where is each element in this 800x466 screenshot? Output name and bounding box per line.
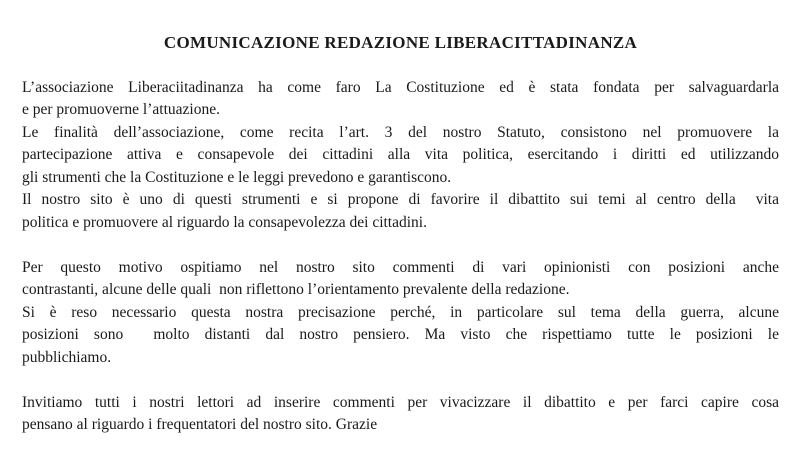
paragraph-site-purpose — [22, 189, 779, 234]
document-line: Si è reso necessario questa nostra precisazione perché, in particolare sul tema della guerra, alcune — [22, 303, 779, 321]
document-line: gli strumenti che la Costituzione e le leggi prevedono e garantiscono. — [22, 168, 452, 186]
document-line: Per questo motivo ospitiamo nel nostro sito commenti di vari opinionisti con posizioni anche — [22, 258, 779, 276]
document-line: e per promuoverne l’attuazione. — [22, 101, 220, 118]
paragraph-clarification — [22, 302, 779, 370]
document-line: posizioni sono molto distanti dal nostro pensiero. Ma visto che rispettiamo tutte le posizioni le — [22, 326, 779, 343]
document-line: L’associazione Liberaciitadinanza ha come faro La Costituzione ed è stata fondata per salvaguardarla — [22, 78, 779, 96]
paragraph-association-purpose — [22, 77, 779, 122]
paragraph-invitation — [22, 392, 779, 437]
paragraph-opinions-hosted — [22, 257, 779, 302]
document-line: pensano al riguardo i frequentatori del nostro sito. Grazie — [22, 416, 378, 433]
paragraph-statute-goals — [22, 122, 779, 190]
document-line: Invitiamo tutti i nostri lettori ad inserire commenti per vivacizzare il dibattito e per farci capire cosa — [22, 393, 779, 411]
document-line: Il nostro sito è uno di questi strumenti e si propone di favorire il dibattito sui temi al centro della vita — [22, 191, 779, 208]
document-line: contrastanti, alcune delle quali non riflettono l’orientamento prevalente della redazione. — [22, 281, 570, 298]
document-line: pubblichiamo. — [22, 348, 112, 366]
document-line: Le finalità dell’associazione, come recita l’art. 3 del nostro Statuto, consistono nel promuovere la — [22, 123, 779, 141]
document-line: partecipazione attiva e consapevole dei cittadini alla vita politica, esercitando i diritti ed utilizzando — [22, 146, 779, 163]
page-title: COMUNICAZIONE REDAZIONE LIBERACITTADINANZA — [163, 33, 638, 52]
document-line: politica e promuovere al riguardo la consapevolezza dei cittadini. — [22, 213, 427, 231]
